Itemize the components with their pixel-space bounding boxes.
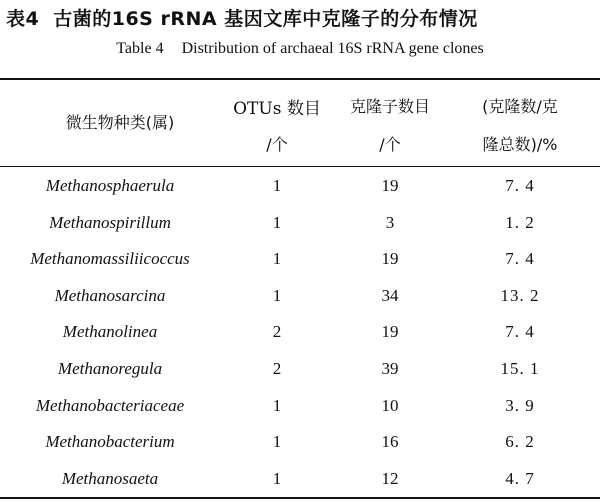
header-genus: 微生物种类(属)	[65, 113, 175, 132]
table-title-english-text: Distribution of archaeal 16S rRNA gene clones	[181, 40, 484, 57]
table-body	[0, 167, 600, 496]
otus-cell: 2	[272, 358, 282, 378]
otus-cell: 1	[272, 249, 282, 269]
percent-cell: 7. 4	[505, 322, 535, 342]
clones-cell: 34	[381, 285, 399, 305]
table-row	[0, 423, 600, 460]
genus-cell: Methanosaeta	[61, 468, 159, 488]
percent-cell: 13. 2	[500, 285, 540, 305]
clones-cell: 12	[381, 468, 399, 488]
percent-cell: 4. 7	[505, 468, 535, 488]
clones-cell: 19	[381, 322, 399, 342]
otus-cell: 1	[272, 212, 282, 232]
header-otus-line2: /个	[266, 135, 288, 154]
table-title-chinese-text: 古菌的16S rRNA 基因文库中克隆子的分布情况	[53, 8, 478, 30]
genus-cell: Methanomassiliicoccus	[30, 249, 190, 269]
table-row	[0, 167, 600, 204]
header-clones-line2: /个	[379, 135, 401, 154]
clones-cell: 10	[381, 395, 399, 415]
header-clones-line1: 克隆子数目	[349, 97, 430, 116]
table-title-english	[0, 40, 600, 58]
table-row	[0, 240, 600, 277]
genus-cell: Methanosphaerula	[45, 176, 175, 195]
genus-cell: Methanobacteriaceae	[35, 395, 185, 415]
header-percent-line1: (克隆数/克	[482, 97, 558, 116]
table-row	[0, 387, 600, 424]
table-bottom-rule	[0, 497, 600, 499]
percent-cell: 6. 2	[505, 432, 535, 452]
percent-cell: 3. 9	[505, 395, 535, 415]
table-number-chinese: 表4	[6, 8, 40, 30]
otus-cell: 1	[272, 285, 282, 305]
table-row	[0, 277, 600, 314]
percent-cell: 15. 1	[500, 358, 540, 378]
clones-cell: 16	[381, 432, 399, 452]
clones-cell: 3	[385, 212, 395, 232]
genus-cell: Methanolinea	[62, 322, 158, 342]
clones-cell: 19	[381, 249, 399, 269]
genus-cell: Methanosarcina	[54, 285, 166, 305]
otus-cell: 1	[272, 176, 282, 195]
genus-cell: Methanospirillum	[49, 212, 171, 232]
table-row	[0, 350, 600, 387]
table-row	[0, 313, 600, 350]
otus-cell: 1	[272, 395, 282, 415]
otus-cell: 1	[272, 432, 282, 452]
otus-cell: 1	[272, 468, 282, 488]
table-top-rule	[0, 78, 600, 80]
clones-cell: 19	[381, 176, 399, 195]
table-row	[0, 204, 600, 241]
percent-cell: 7. 4	[505, 249, 535, 269]
genus-cell: Methanoregula	[57, 358, 163, 378]
table-number-english: Table 4	[116, 40, 164, 57]
table-title-chinese	[6, 4, 596, 31]
otus-cell: 2	[272, 322, 282, 342]
percent-cell: 7. 4	[505, 176, 535, 195]
header-percent-line2: 隆总数)/%	[482, 135, 558, 154]
table-row	[0, 460, 600, 497]
clones-cell: 39	[381, 358, 399, 378]
header-otus-line1: OTUs 数目	[233, 99, 321, 119]
genus-cell: Methanobacterium	[45, 432, 175, 452]
percent-cell: 1. 2	[505, 212, 535, 232]
